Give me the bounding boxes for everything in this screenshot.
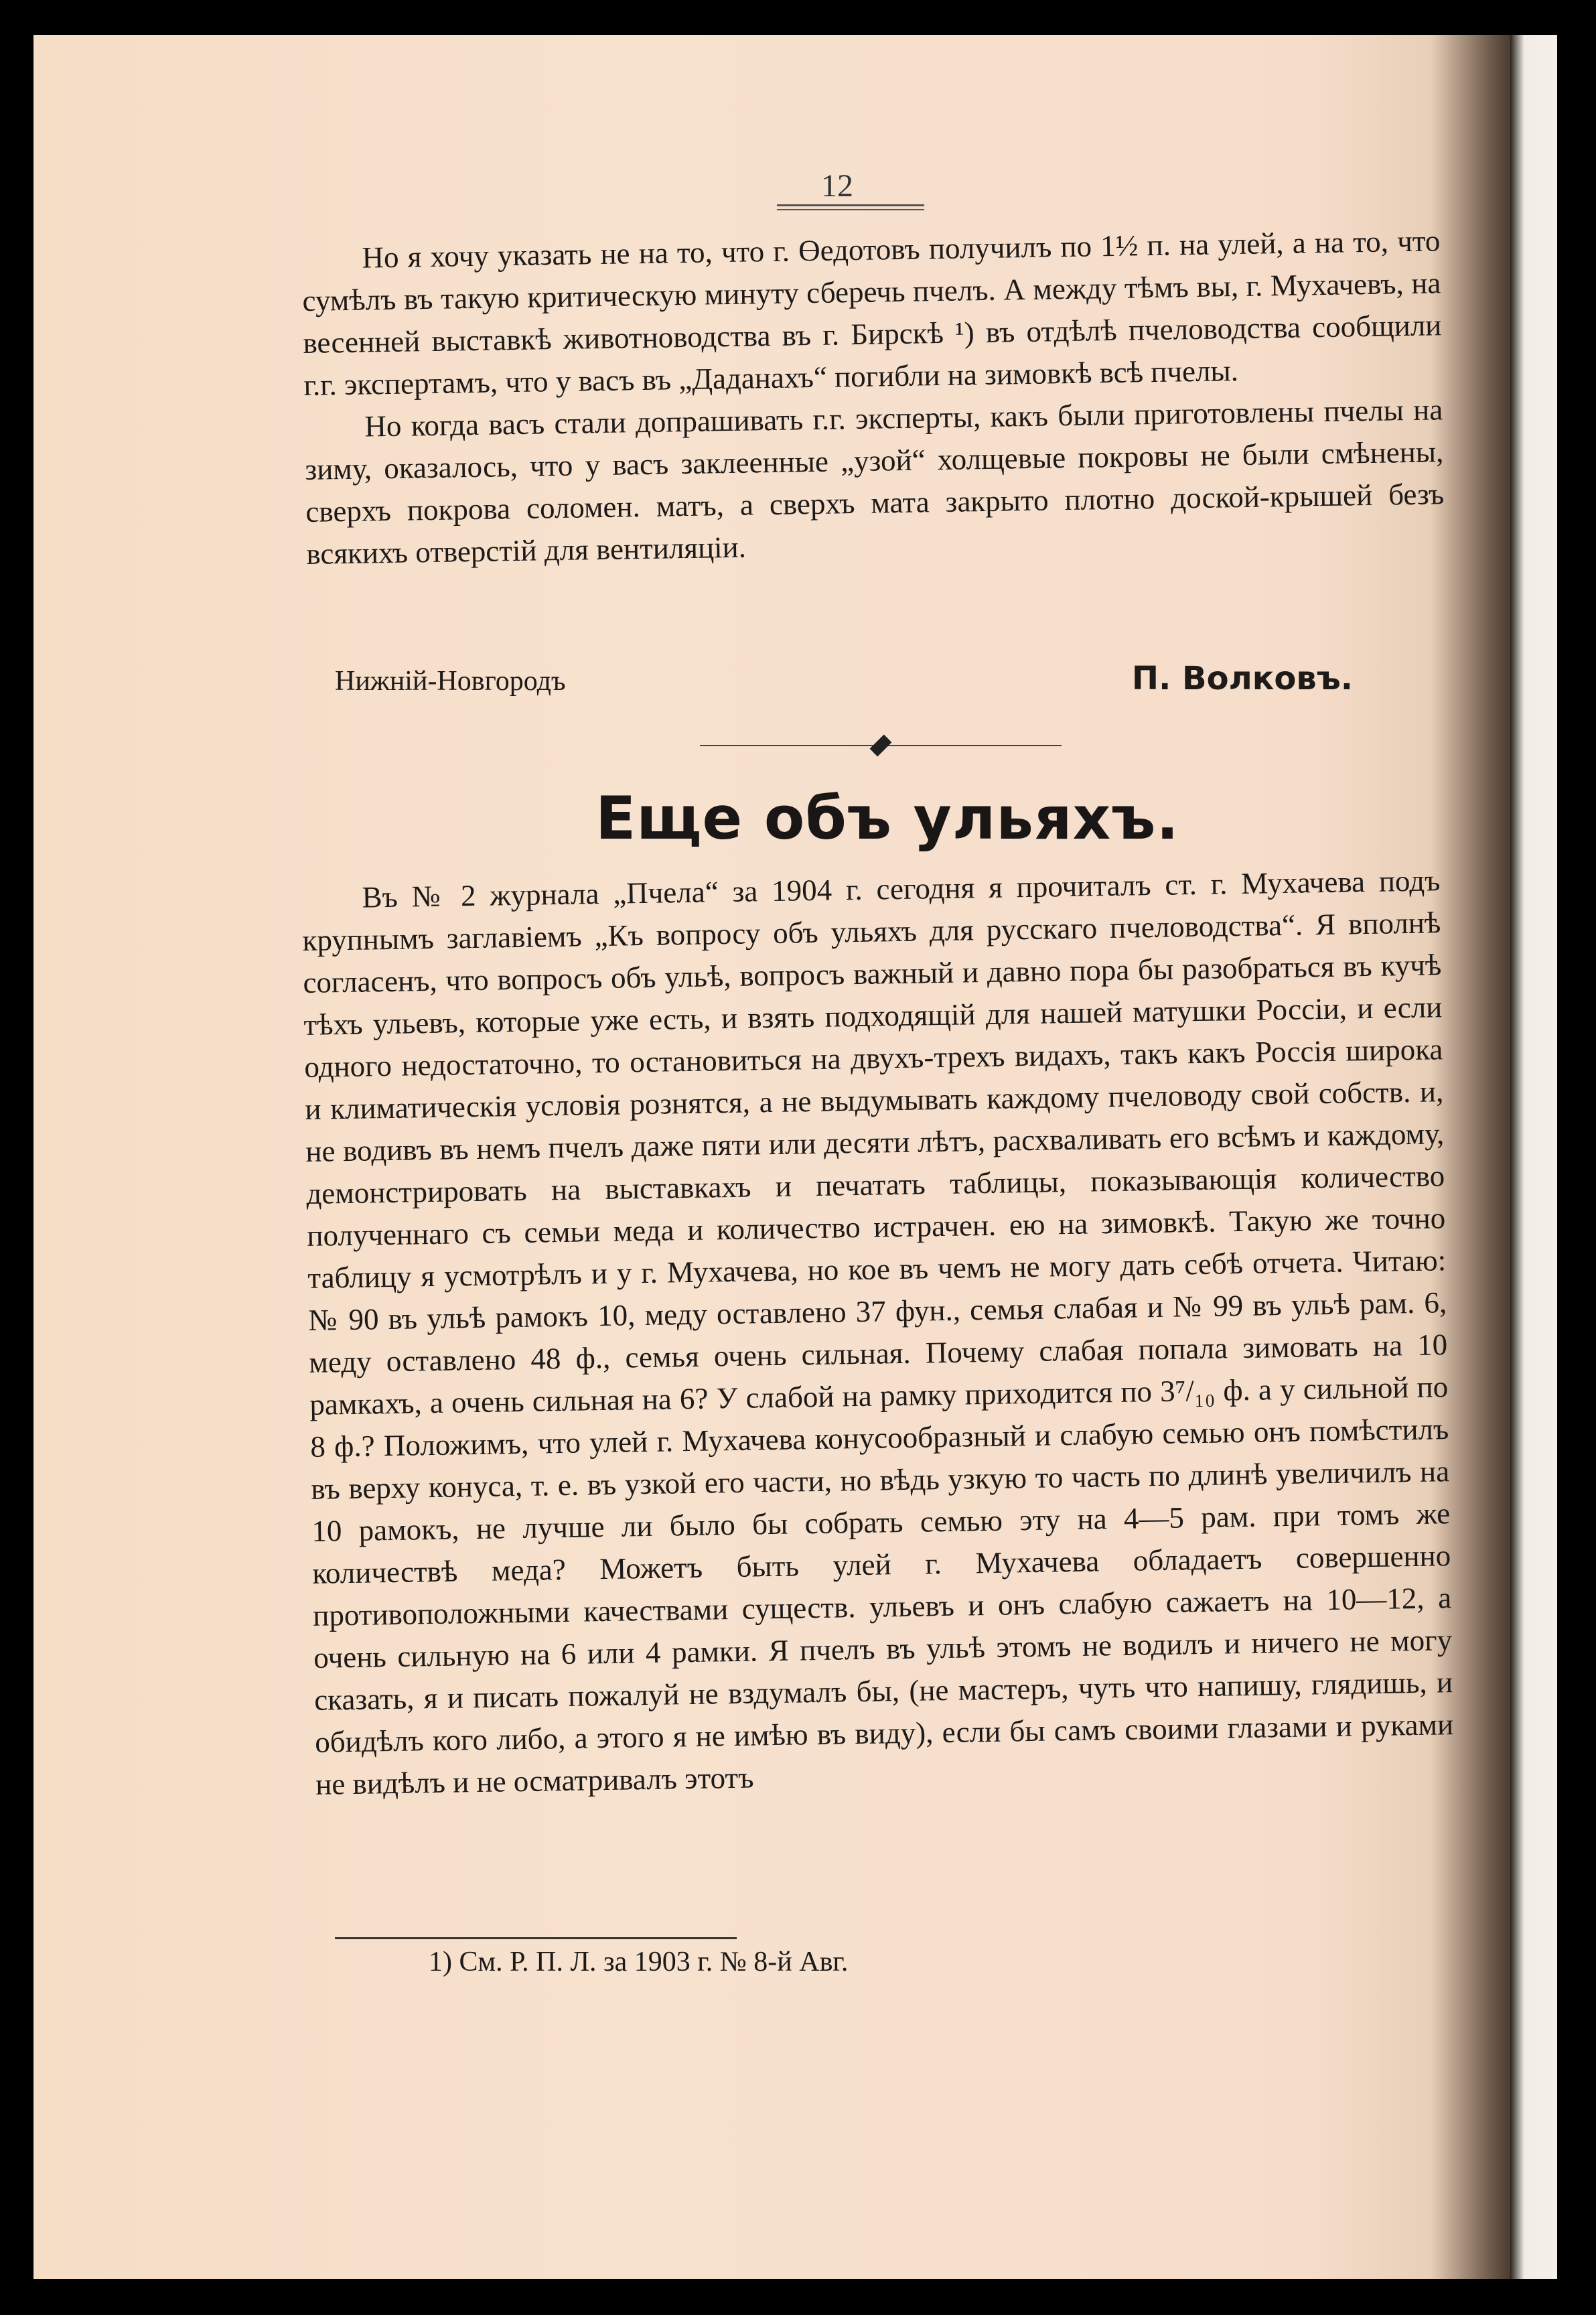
signature-row xyxy=(335,660,1380,707)
article-heading: Еще объ ульяхъ. xyxy=(595,784,1179,853)
section1-body xyxy=(301,220,1445,575)
section2-body xyxy=(301,859,1455,1806)
page-number-rule xyxy=(777,204,924,206)
place-name: Нижній-Новгородъ xyxy=(335,666,566,697)
page-number-rule-lower xyxy=(777,209,924,210)
paragraph: Но когда васъ стали допрашивать г.г. эксперты, какъ были приготовлены пчелы на зиму, оказалось, что у васъ заклеенные „узой“ холщевые покровы не были смѣнены, сверхъ покрова соломен. матъ, а сверхъ мата закрыто плотно доской-крышей безъ всякихъ отверстій для вентиляціи. xyxy=(305,393,1445,571)
paragraph: Но я хочу указать не на то, что г. Өедотовъ получилъ по 1½ п. на улей, а на то, что сумѣлъ въ такую критическую минуту сберечь пчелъ. А между тѣмъ вы, г. Мухачевъ, на весенней выставкѣ животноводства въ г. Бирскѣ ¹) въ отдѣлѣ пчеловодства сообщили г.г. экспертамъ, что у васъ въ „Даданахъ“ погибли на зимовкѣ всѣ пчелы. xyxy=(302,224,1442,402)
paragraph: Въ № 2 журнала „Пчела“ за 1904 г. сегодня я прочиталъ ст. г. Мухачева подъ крупнымъ заглавіемъ „Къ вопросу объ ульяхъ для русскаго пчеловодства“. Я вполнѣ согласенъ, что вопросъ объ ульѣ, вопросъ важный и давно пора бы разобраться въ кучѣ тѣхъ ульевъ, которые уже есть, и взять подходящій для нашей матушки Россіи, и если одного недостаточно, то остановиться на двухъ-трехъ видахъ, такъ какъ Россія широка и климатическія условія рознятся, а не выдумывать каждому пчеловоду свой собств. и, не водивъ въ немъ пчелъ даже пяти или десяти лѣтъ, расхваливать его всѣмъ и каждому, демонстрировать на выставкахъ и печатать таблицы, показывающія количество полученнаго съ семьи меда и количество истрачен. ею на зимовкѣ. Такую же точно таблицу я усмотрѣлъ и у г. Мухачева, но кое въ чемъ не могу дать себѣ отчета. Читаю: № 90 въ ульѣ рамокъ 10, меду оставлено 37 фун., семья слабая и № 99 въ ульѣ рам. 6, меду оставлено 48 ф., семья очень сильная. Почему слабая попала зимовать на 10 рамкахъ, а очень сильная на 6? У слабой на рамку приходится по 3⁷/₁₀ ф. а у сильной по 8 ф.? Положимъ, что улей г. Мухачева конусообразный и слабую семью онъ помѣстилъ въ верху конуса, т. е. въ узкой его части, но вѣдь узкую то часть по длинѣ увеличилъ на 10 рамокъ, не лучше ли было бы собрать семью эту на 4—5 рам. при томъ же количествѣ меда? Можетъ быть улей г. Мухачева обладаетъ совершенно противоположными качествами существ. ульевъ и онъ слабую сажаетъ на 10—12, а очень сильную на 6 или 4 рамки. Я пчелъ въ ульѣ этомъ не водилъ и ничего не могу сказать, я и писать пожалуй не вздумалъ бы, (не мастеръ, чуть что напишу, глядишь, и обидѣлъ кого либо, а этого я не имѣю въ виду), если бы самъ своими глазами и руками не видѣлъ и не осматривалъ этотъ xyxy=(302,863,1454,1801)
footnote-rule xyxy=(335,1937,737,1939)
page-number: 12 xyxy=(821,168,853,204)
next-page-edge xyxy=(1510,35,1557,2279)
footnote: 1) См. Р. П. Л. за 1903 г. № 8-й Авг. xyxy=(429,1947,849,1977)
author-name: П. Волковъ. xyxy=(1131,660,1353,697)
